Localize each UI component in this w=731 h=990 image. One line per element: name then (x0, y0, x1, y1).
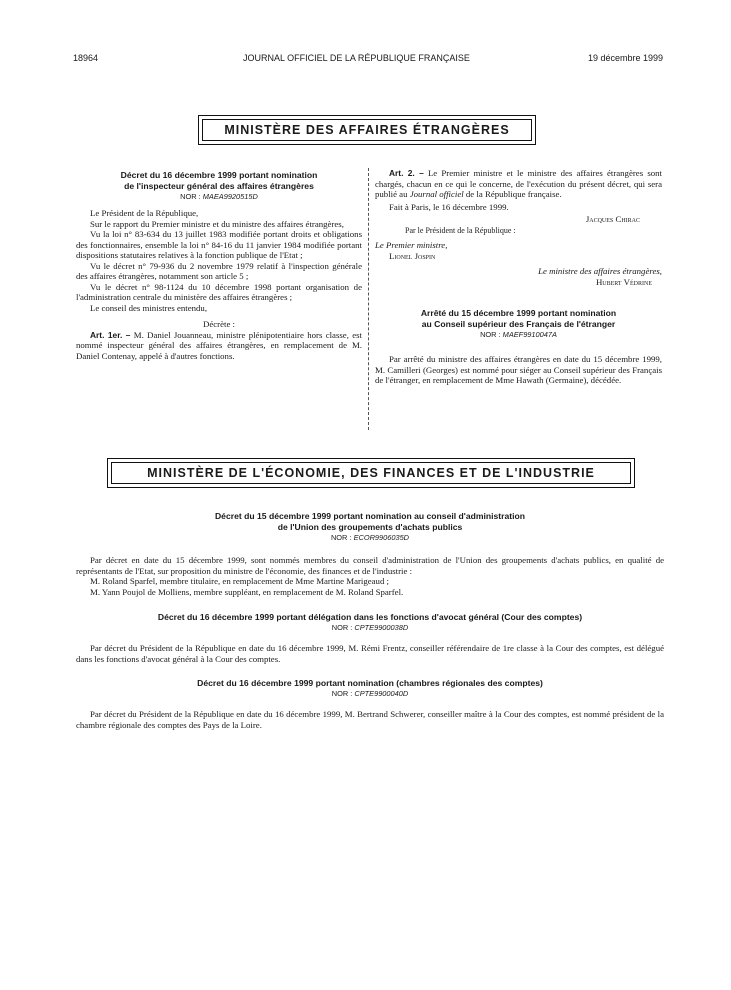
ministry-heading: MINISTÈRE DES AFFAIRES ÉTRANGÈRES (224, 123, 510, 137)
issue-date: 19 décembre 1999 (588, 53, 664, 63)
nor-reference: NOR : MAEA9920515D (180, 192, 258, 201)
signer-minister: Hubert Védrine (595, 277, 652, 287)
arrete-body: Par arrêté du ministre des affaires étrangères en date du 15 décembre 1999, M. Camilleri (Georges) est nommé pour siéger au Conseil supérieur des Français de l'étranger, en remplacement de Mme Hawath (Germaine), décédée. (375, 354, 662, 385)
list-item: M. Yann Poujol de Molliens, membre suppléant, en remplacement de M. Roland Sparfel. (90, 586, 404, 597)
right-column (375, 168, 662, 386)
ministry-heading-box (198, 115, 536, 145)
decree-body: Par décret du Président de la République en date du 16 décembre 1999, M. Rémi Frentz, conseiller référendaire de 1re classe à la Cour des comptes, est délégué dans les fonctions d'avocat général à la Cour des comptes. (76, 643, 664, 664)
decree-title: Décret du 16 décembre 1999 portant nomination de l'inspecteur général des affaires étrangères (120, 170, 318, 191)
left-column (76, 170, 362, 361)
decree-title: Décret du 16 décembre 1999 portant nomination (chambres régionales des comptes) (197, 678, 543, 688)
decree-title: Décret du 16 décembre 1999 portant délégation dans les fonctions d'avocat général (Cour des comptes) (157, 612, 583, 622)
decree-body: Le Président de la République, Sur le rapport du Premier ministre et du ministre des affaires étrangères, Vu la loi n° 83-634 du 13 juillet 1983 modifiée portant droits et obligations des fonctionnaires, ensemble la loi n° 84-16 du 11 janvier 1984 modifiée portant dispositions statutaires relatives à la fonction publique de l'Etat ; Vu le décret n° 79-936 du 2 novembre 1979 relatif à l'inspection générale des affaires étrangères, notamment son article 5 ; Vu le décret n° 98-1124 du 10 décembre 1998 portant organisation de l'administration centrale du ministère des affaires étrangères ; Le conseil des ministres entendu, Décrète : Art. 1er. – M. Daniel Jouanneau, ministre plénipotentiaire hors classe, est nommé inspecteur général des affaires étrangères, en remplacement de M. Daniel Contenay, appelé à d'autres fonctions. (76, 208, 362, 361)
ministry2-content (76, 511, 664, 730)
decree-body: Par décret en date du 15 décembre 1999, sont nommés membres du conseil d'administration de l'Union des groupements d'achats publics, en qualité de représentants de l'Etat, sur proposition du ministre de l'économie, des finances et de l'industrie : M. Roland Sparfel, membre titulaire, en remplacement de Mme Martine Marigeaud ; M. Yann Poujol de Molliens, membre suppléant, en remplacement de M. Roland Sparfel. (76, 555, 664, 597)
article-1: Art. 1er. – M. Daniel Jouanneau, ministre plénipotentiaire hors classe, est nommé inspecteur général des affaires étrangères, en remplacement de M. Daniel Contenay, appelé à d'autres fonctions. (76, 329, 362, 361)
ministry-heading: MINISTÈRE DE L'ÉCONOMIE, DES FINANCES ET DE L'INDUSTRIE (147, 466, 595, 480)
nor-reference: NOR : MAEF9910047A (480, 330, 557, 339)
decrete-label: Décrète : (203, 319, 235, 329)
arrete-title: Arrêté du 15 décembre 1999 portant nomination au Conseil supérieur des Français de l'étranger (420, 308, 617, 329)
journal-title: JOURNAL OFFICIEL DE LA RÉPUBLIQUE FRANÇAISE (243, 53, 470, 63)
column-divider (368, 168, 369, 430)
page-number: 18964 (73, 53, 99, 63)
signer-pm: Lionel Jospin (389, 251, 436, 261)
signer-president: Jacques Chirac (585, 214, 640, 224)
fait-a-paris: Fait à Paris, le 16 décembre 1999. (389, 201, 509, 212)
list-item: M. Roland Sparfel, membre titulaire, en remplacement de Mme Martine Marigeaud ; (90, 576, 389, 586)
ministry-heading-box (107, 458, 635, 488)
signatures: Jacques Chirac Par le Président de la République : Le Premier ministre, Lionel Jospin Le ministre des affaires étrangères, Hubert Védrine (375, 214, 662, 287)
decree-body: Par décret du Président de la République en date du 16 décembre 1999, M. Bertrand Schwerer, conseiller maître à la Cour des comptes, est nommé président de la chambre régionale des comptes des Pays de la Loire. (76, 709, 664, 730)
nor-reference: NOR : CPTE9900040D (331, 689, 409, 698)
article-2: Art. 2. – Le Premier ministre et le ministre des affaires étrangères sont chargés, chacun en ce qui le concerne, de l'exécution du présent décret, qui sera publié au Journal officiel de la République française. Fait à Paris, le 16 décembre 1999. (375, 168, 662, 212)
decree-title: Décret du 15 décembre 1999 portant nomination au conseil d'administration de l'Union des groupements d'achats publics (214, 511, 526, 532)
nor-reference: NOR : CPTE9900038D (331, 623, 409, 632)
nor-reference: NOR : ECOR9906035D (330, 533, 410, 542)
